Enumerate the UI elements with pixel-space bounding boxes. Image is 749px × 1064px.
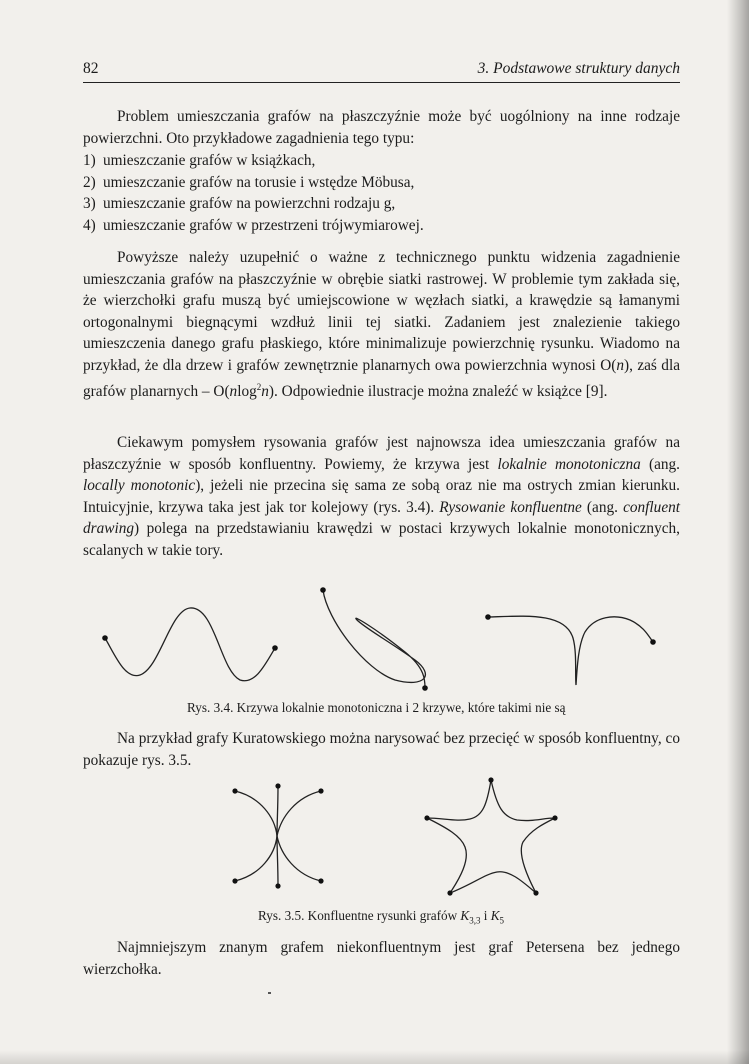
scan-mark (268, 992, 271, 994)
paragraph-confluent-drawing: Ciekawym pomysłem rysowania grafów jest najnowsza idea umieszczania grafów na płaszczyźnie w sposób konfluentny. Powiemy, że krzywa jest lokalnie monotoniczna (ang. locally monotonic), jeżeli nie przecina się sama ze sobą oraz nie ma ostrych zmian kierunku. Intuicyjnie, krzywa taka jest jak tor kolejowy (rys. 3.4). Rysowanie konfluentne (ang. confluent drawing) polega na przedstawianiu krawędzi w postaci krzywych lokalnie monotonicznych, scalanych w takie tory. (83, 434, 681, 559)
k33-confluent-drawing (232, 783, 323, 888)
running-header (83, 58, 680, 83)
chapter-title: 3. Podstawowe struktury danych (477, 60, 680, 77)
list-text: umieszczanie grafów w przestrzeni trójwymiarowej. (103, 216, 424, 234)
list-number: 3) (83, 195, 96, 213)
k5-confluent-drawing (424, 777, 557, 895)
list-item (83, 150, 680, 172)
paragraph-grid-embedding: Powyższe należy uzupełnić o ważne z technicznego punktu widzenia zagadnienie umieszczania grafów na płaszczyźnie w obrębie siatki rastrowej. W problemie tym zakłada się, że wierzchołki grafu muszą być umiejscowione w węzłach siatki, a krawędzie są łamanymi ortogonalnymi biegnącymi wzdłuż linii tej siatki. Zadaniem jest znalezienie takiego umieszczenia danego grafu płaskiego, które minimalizuje powierzchnię rysunku. Wiadomo na przykład, że dla drzew i grafów zewnętrznie planarnych owa powierzchnia wynosi O(n), zaś dla grafów planarnych – O(nlog$^2$n). Odpowiednie ilustracje można znaleźć w książce [9]. (83, 249, 680, 400)
list-number: 2) (83, 173, 96, 191)
paragraph-intro: Problem umieszczania grafów na płaszczyźnie może być uogólniony na inne rodzaje powierzchni. Oto przykładowe zagadnienia tego typu: (83, 108, 680, 147)
list-text: umieszczanie grafów na powierzchni rodzaju g, (103, 195, 396, 213)
self-intersecting-curve (320, 587, 428, 691)
cusp-curve (485, 614, 656, 685)
list-item (83, 215, 680, 237)
surface-problems-list (83, 150, 680, 236)
paragraph-petersen: Najmniejszym znanym grafem niekonfluentnym jest graf Petersena bez jednego wierzchołka. (83, 939, 680, 978)
page-bottom-shadow (0, 1050, 749, 1064)
list-text: umieszczanie grafów w książkach, (103, 152, 316, 169)
list-item (83, 172, 680, 194)
figure-3-4-caption: Rys. 3.4. Krzywa lokalnie monotoniczna i 2 krzywe, które takimi nie są (187, 700, 566, 715)
list-item (83, 193, 680, 215)
list-text: umieszczanie grafów na torusie i wstędze Möbusa, (103, 173, 415, 191)
page-edge-shadow (727, 0, 749, 1064)
paragraph-kuratowski: Na przykład grafy Kuratowskiego można narysować bez przecięć w sposób konfluentny, co pokazuje rys. 3.5. (83, 730, 680, 769)
figure-3-5 (225, 772, 555, 900)
list-number: 1) (83, 152, 96, 169)
figure-3-5-caption: Rys. 3.5. Konfluentne rysunki grafów $K_{3,3}$ i $K_5$ (258, 908, 504, 926)
monotonic-curve (102, 608, 278, 681)
list-number: 4) (83, 216, 96, 234)
page-number: 82 (83, 60, 99, 77)
figure-3-4 (95, 580, 665, 700)
